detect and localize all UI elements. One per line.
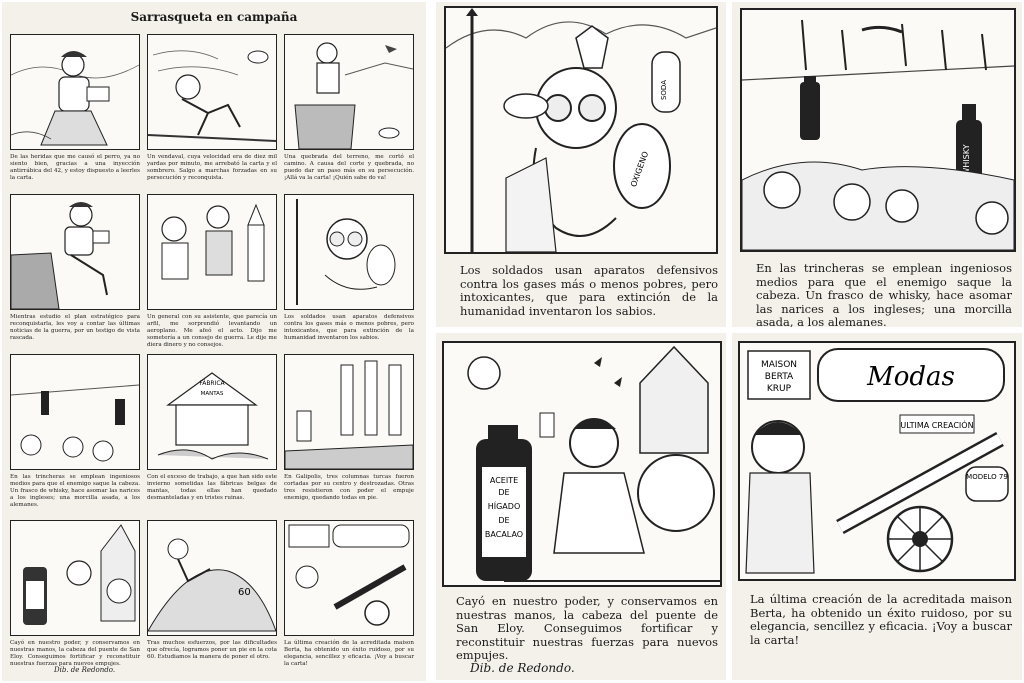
caption: Los soldados usan aparatos defensivos contra los gases más o menos pobres, pero intoxicantes, que para extinción de la humanidad inventaron los sabios. [460,263,718,318]
panel-cliff [284,34,414,150]
zoom-bridgehead [436,333,726,680]
panel-trenches-small [10,354,140,470]
maison-label: MAISON [760,360,798,370]
soda-label: SODA [660,79,668,101]
oxigeno-label: OXIGENO [629,150,651,189]
panel-trenches [740,8,1016,252]
caption: La última creación de la acreditada maison Berta, ha obtenido un éxito ruidoso, por su elegancia, sencillez y eficacia. ¡Voy a buscar la carta! [284,640,414,667]
panel-cannon [738,341,1016,581]
svg-text:HÍGADO: HÍGADO [487,502,521,511]
svg-text:ACEITE: ACEITE [489,476,519,485]
full-page-scan [2,2,426,681]
caption: En las trincheras se emplean ingeniosos medios para que el enemigo saque la cabeza. Un frasco de whisky, hace asomar las narices a los ingleses; una morcilla asada, a los alemanes. [10,474,140,508]
zoom-trenches [732,2,1022,327]
panel-wind [147,34,277,150]
panel-bridgehead [442,341,722,587]
svg-text:DE: DE [498,516,510,525]
page-title: Sarrasqueta en campaña [130,10,298,24]
caption: En las trincheras se emplean ingeniosos medios para que el enemigo saque la cabeza. Un frasco de whisky, hace asomar las narices a los ingleses; una morcilla asada, a los alemanes. [756,261,1012,327]
caption: Un vendaval, cuya velocidad era de diez mil yardas por minuto, me arrebató la carta y el sombrero. Salgo a marchas forzadas en su persecución y reconquista. [147,154,277,181]
factory-sign-text: FÁBRICA [199,380,225,387]
caption: Una quebrada del terreno, me cortó el camino. A causa del corte y quebrada, no puedo dar un paso más en su persecución. ¡Allá va la carta! ¡Quién sabe do va! [284,154,414,181]
panel-gas-mask [444,6,718,254]
caption: De las heridas que me causó el perro, ya no siento bien, gracias a una inyección antirrábica del 42, y estoy dispuesto a leerles la carta. [10,154,140,181]
panel-columns [284,354,414,470]
svg-text:BACALAO: BACALAO [484,530,524,539]
panel-general [147,194,277,310]
caption: Tras muchos esfuerzos, por las dificultades que ofrecía, logramos poner un pie en la cota 60. Estudiamos la manera de poner el otro. [147,640,277,660]
caption: Un general con su asistente, que parecía un arfil, me sorprendió levantando un aeroplano. Me afeó el acto. Dijo me sometería a un consejo de guerra. Le dije me diera dinero y no consejos. [147,314,277,348]
caption: Los soldados usan aparatos defensivos contra los gases más o menos pobres, pero intoxicantes, que para extinción de la humanidad inventaron los sabios. [284,314,414,341]
caption: Con el exceso de trabajo, a que han sido este invierno sometidas las fábricas belgas de mantas, todas ellas han quedado desmanteladas y en tristes ruinas. [147,474,277,501]
panel-hill-60 [147,520,277,636]
modelo-label: MODELO 79 [966,473,1008,481]
svg-text:BERTA: BERTA [764,372,794,382]
caption: En Galipolis, tres columnas turcas fueron cortadas por su centro y destrozadas. Otras tres resistieron con poder el empuje enemigo, quedando todas en pie. [284,474,414,501]
panel-factory [147,354,277,470]
zoom-cannon [732,333,1022,680]
caption: La última creación de la acreditada maison Berta, ha obtenido un éxito ruidoso, por su elegancia, sencillez y eficacia. ¡Voy a buscar la carta! [750,592,1012,647]
panel-bridgehead-small [10,520,140,636]
svg-text:MANTAS: MANTAS [200,391,224,397]
ultima-label: ULTIMA CREACIÓN [900,421,974,430]
caption: Mientras estudio el plan estratégico para reconquistarla, les voy a contar las últimas noticias de la guerra, por un testigo de vista rascada. [10,314,140,341]
panel-cannon-small [284,520,414,636]
panel-reading-letter [10,34,140,150]
modas-label: Modas [867,362,955,392]
credit: Dib. de Redondo. [470,661,575,675]
svg-text:DE: DE [498,488,510,497]
panel-gas-mask-small [284,194,414,310]
zoom-gas-mask [436,2,726,327]
panel-strategy [10,194,140,310]
svg-text:KRUP: KRUP [766,384,792,394]
hill-label: 60 [238,587,251,598]
caption: Cayó en nuestro poder, y conservamos en nuestras manos, la cabeza del puente de San Eloy. Conseguimos fortificar y reconstituir nuestras fuerzas para nuevos empujes. [10,640,140,667]
credit: Dib. de Redondo. [54,666,116,674]
caption: Cayó en nuestro poder, y conservamos en nuestras manos, la cabeza del puente de San Eloy. Conseguimos fortificar y reconstituir nuestras fuerzas para nuevos empujes. [456,594,718,662]
whisky-label: WHISKY [962,144,971,176]
